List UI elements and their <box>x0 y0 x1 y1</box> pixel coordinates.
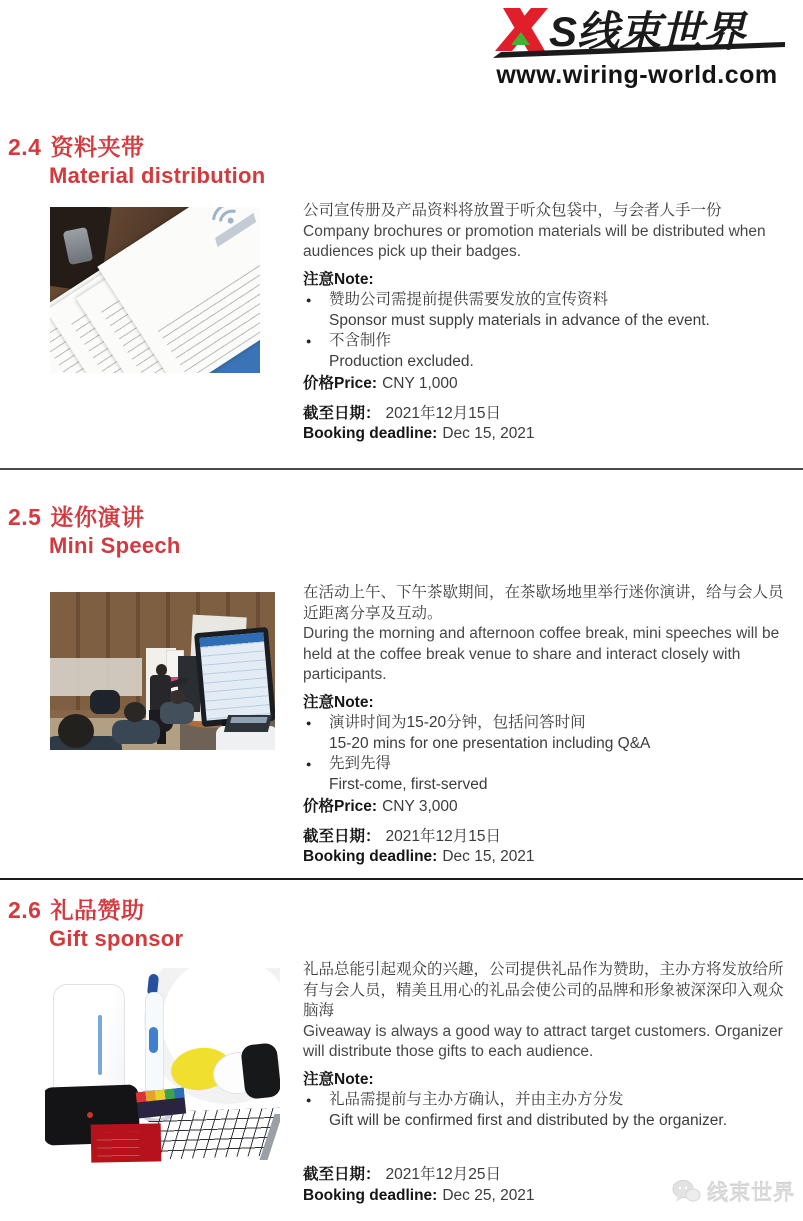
note-item <box>303 754 795 795</box>
section-body <box>303 960 795 1206</box>
section-heading <box>8 503 181 560</box>
note-label: 注意Note: <box>303 693 374 711</box>
price-label: 价格Price: <box>303 375 378 392</box>
section-title-cn: 礼品赞助 <box>50 897 145 923</box>
note-en: Production excluded. <box>329 352 474 370</box>
description-en: Company brochures or promotion materials will be distributed when audiences pick up their badges. <box>303 222 766 260</box>
wiring-world-logo-icon <box>487 6 787 58</box>
mini-speech-photo <box>50 592 275 750</box>
electric-toothbrush <box>145 992 164 1096</box>
watermark <box>671 1177 795 1207</box>
section-mini-speech <box>0 503 803 878</box>
logo-wordmark: S线束世界 <box>549 8 746 55</box>
website-url[interactable]: www.wiring-world.com <box>496 61 778 89</box>
section-gift-sponsor <box>0 896 803 1206</box>
section-material-distribution <box>0 133 803 468</box>
laptop <box>224 715 272 732</box>
red-gift-card <box>91 1123 162 1162</box>
chair <box>90 690 120 714</box>
brochures-photo <box>50 207 260 373</box>
bullet-icon: ● <box>306 336 312 346</box>
price-label: 价格Price: <box>303 798 378 815</box>
note-item <box>303 713 795 754</box>
price-line <box>303 797 795 818</box>
bullet-icon: ● <box>306 295 312 305</box>
note-label: 注意Note: <box>303 1070 374 1088</box>
section-divider <box>0 468 803 470</box>
deadline-block <box>303 827 795 868</box>
deadline-cn-value: 2021年12月15日 <box>385 404 501 422</box>
price-value: CNY 3,000 <box>382 798 458 815</box>
audience-head <box>170 690 185 704</box>
note-block <box>303 693 795 796</box>
note-en: 15-20 mins for one presentation including Q&A <box>329 734 651 752</box>
deadline-cn-label: 截至日期： <box>303 827 381 845</box>
note-cn: 不含制作 <box>329 332 392 349</box>
description <box>303 583 795 686</box>
price-line <box>303 374 795 395</box>
section-title-cn: 资料夹带 <box>50 134 145 160</box>
price-value: CNY 1,000 <box>382 375 458 392</box>
deadline-en-value: Dec 25, 2021 <box>442 1186 535 1204</box>
description-cn: 公司宣传册及产品资料将放置于听众包袋中，与会者人手一份 <box>303 202 722 219</box>
note-block <box>303 1070 795 1132</box>
black-case <box>240 1042 280 1099</box>
audience-shoulders <box>112 720 160 744</box>
watermark-label: 线束世界 <box>707 1182 795 1205</box>
deadline-block <box>303 404 795 445</box>
description-cn: 礼品总能引起观众的兴趣，公司提供礼品作为赞助，主办方将发放给所有与会人员，精美且用心的礼品会使公司的品牌和形象被深深印入观众脑海 <box>303 961 784 1019</box>
deadline-en-label: Booking deadline: <box>303 848 438 865</box>
audience-shoulders <box>160 702 194 724</box>
description <box>303 201 795 263</box>
note-item <box>303 331 795 372</box>
deadline-cn-label: 截至日期： <box>303 1166 381 1183</box>
presentation-monitor <box>194 627 275 727</box>
description-en: Giveaway is always a good way to attract target customers. Organizer will distribute those gifts to each audience. <box>303 1022 783 1060</box>
bullet-icon: ● <box>306 759 312 769</box>
description-cn: 在活动上午、下午茶歇期间，在茶歇场地里举行迷你演讲，给与会人员近距离分享及互动。 <box>303 584 784 622</box>
note-label: 注意Note: <box>303 270 374 288</box>
bullet-icon: ● <box>306 1095 312 1105</box>
note-item <box>303 1090 795 1131</box>
section-heading <box>8 133 266 190</box>
section-body <box>303 201 795 445</box>
note-en: Sponsor must supply materials in advance of the event. <box>329 311 710 329</box>
description-en: During the morning and afternoon coffee break, mini speeches will be held at the coffee break venue to share and interact closely with participants. <box>303 625 780 683</box>
note-block <box>303 270 795 373</box>
deadline-cn-value: 2021年12月15日 <box>385 827 501 845</box>
section-heading <box>8 896 183 953</box>
section-number: 2.4 <box>8 134 42 160</box>
section-title-en: Material distribution <box>49 163 266 189</box>
section-number: 2.5 <box>8 504 42 530</box>
section-title-en: Mini Speech <box>49 533 181 559</box>
deadline-en-label: Booking deadline: <box>303 1186 438 1204</box>
bullet-icon: ● <box>306 718 312 728</box>
section-body <box>303 583 795 868</box>
deadline-en-value: Dec 15, 2021 <box>442 848 535 865</box>
note-cn: 礼品需提前与主办方确认，并由主办方分发 <box>329 1091 624 1108</box>
deadline-cn-value: 2021年12月25日 <box>385 1166 501 1183</box>
audience-head <box>58 714 94 748</box>
section-title-cn: 迷你演讲 <box>50 504 145 530</box>
gifts-photo <box>45 968 280 1164</box>
note-en: Gift will be confirmed first and distributed by the organizer. <box>329 1111 728 1129</box>
note-cn: 先到先得 <box>329 755 392 772</box>
note-cn: 赞助公司需提前提供需要发放的宣传资料 <box>329 291 609 308</box>
section-divider <box>0 878 803 880</box>
note-item <box>303 290 795 331</box>
wechat-bubbles-icon <box>671 1179 701 1205</box>
deadline-cn-label: 截至日期： <box>303 404 381 422</box>
audience-head <box>124 702 146 722</box>
note-en: First-come, first-served <box>329 775 488 793</box>
note-cn: 演讲时间为15-20分钟，包括问答时间 <box>329 714 586 731</box>
slide-screen <box>199 632 270 720</box>
brand-logo <box>481 6 793 90</box>
deadline-en-value: Dec 15, 2021 <box>442 425 535 442</box>
section-title-en: Gift sponsor <box>49 926 184 952</box>
deadline-en-label: Booking deadline: <box>303 425 438 442</box>
section-number: 2.6 <box>8 897 42 923</box>
description <box>303 960 795 1063</box>
